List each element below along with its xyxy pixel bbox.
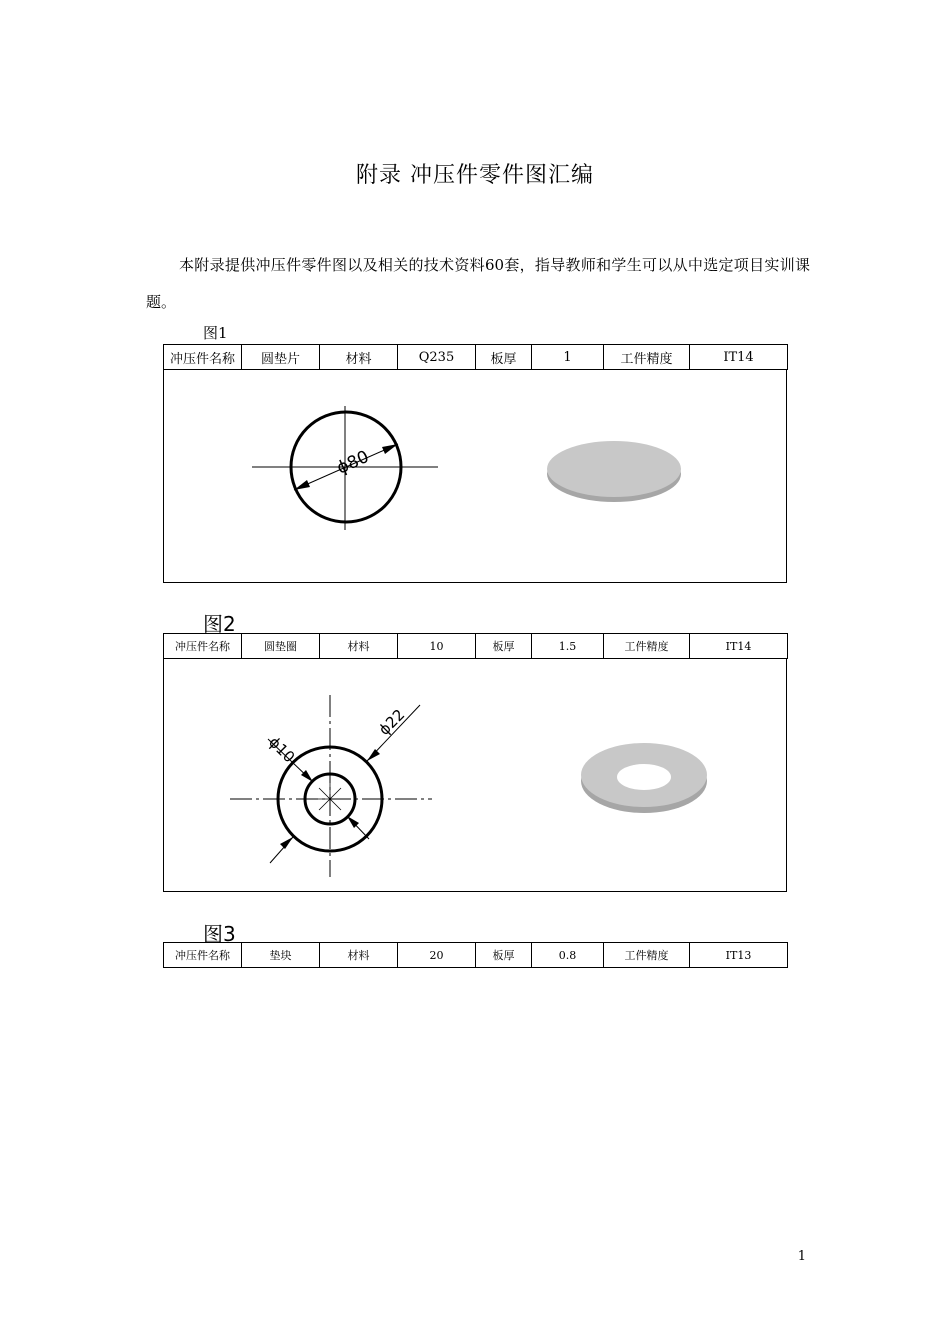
dimension-arrow-right [382, 444, 398, 454]
material-value: 20 [398, 943, 476, 968]
part-name: 垫块 [242, 943, 320, 968]
thickness-label: 板厚 [476, 345, 532, 370]
page-number: 1 [797, 1249, 806, 1264]
precision-value: IT13 [690, 943, 788, 968]
dimension-phi80: ϕ80 [333, 446, 373, 479]
material-label: 材料 [320, 943, 398, 968]
material-value: Q235 [398, 345, 476, 370]
washer-3d-view [547, 441, 681, 502]
part-name: 圆垫圈 [242, 634, 320, 659]
part-name-label: 冲压件名称 [164, 345, 242, 370]
spec-row [164, 634, 788, 659]
precision-value: IT14 [690, 634, 788, 659]
ring-washer-3d-view [581, 743, 707, 813]
washer-top-view [252, 406, 438, 530]
figure-2-drawing-box [163, 659, 787, 892]
precision-label: 工件精度 [604, 634, 690, 659]
material-label: 材料 [320, 345, 398, 370]
thickness-value: 1 [532, 345, 604, 370]
part-name: 圆垫片 [242, 345, 320, 370]
precision-label: 工件精度 [604, 943, 690, 968]
outer-dimension-arrow-upper [367, 749, 380, 761]
thickness-value: 0.8 [532, 943, 604, 968]
spec-row [164, 943, 788, 968]
thickness-label: 板厚 [476, 943, 532, 968]
precision-value: IT14 [690, 345, 788, 370]
thickness-value: 1.5 [532, 634, 604, 659]
outer-dimension-arrow-lower [280, 837, 293, 849]
material-value: 10 [398, 634, 476, 659]
ring-washer-top-view [230, 695, 432, 877]
figure-1-label: 图1 [203, 324, 228, 342]
part-name-label: 冲压件名称 [164, 634, 242, 659]
figure-3-spec-table [163, 942, 788, 968]
figure-2-drawing [164, 659, 788, 891]
figure-2-spec-table [163, 633, 788, 659]
ring-hole [617, 764, 671, 790]
figure-3-label: 图3 [203, 922, 236, 946]
dimension-arrow-left [294, 480, 310, 490]
precision-label: 工件精度 [604, 345, 690, 370]
figure-2-label: 图2 [203, 612, 236, 636]
dimension-phi22: ϕ22 [375, 705, 409, 739]
thickness-label: 板厚 [476, 634, 532, 659]
page-title: 附录 冲压件零件图汇编 [356, 163, 594, 188]
spec-row [164, 345, 788, 370]
dimension-phi10: ϕ10 [265, 733, 299, 767]
figure-1-drawing-box [163, 370, 787, 583]
hatch-lines [314, 783, 346, 815]
disc-face [547, 441, 681, 497]
intro-paragraph: 本附录提供冲压件零件图以及相关的技术资料60套，指导教师和学生可以从中选定项目实训课题。 [146, 256, 810, 311]
figure-1-spec-table [163, 344, 788, 370]
figure-1-drawing [164, 370, 788, 582]
material-label: 材料 [320, 634, 398, 659]
part-name-label: 冲压件名称 [164, 943, 242, 968]
